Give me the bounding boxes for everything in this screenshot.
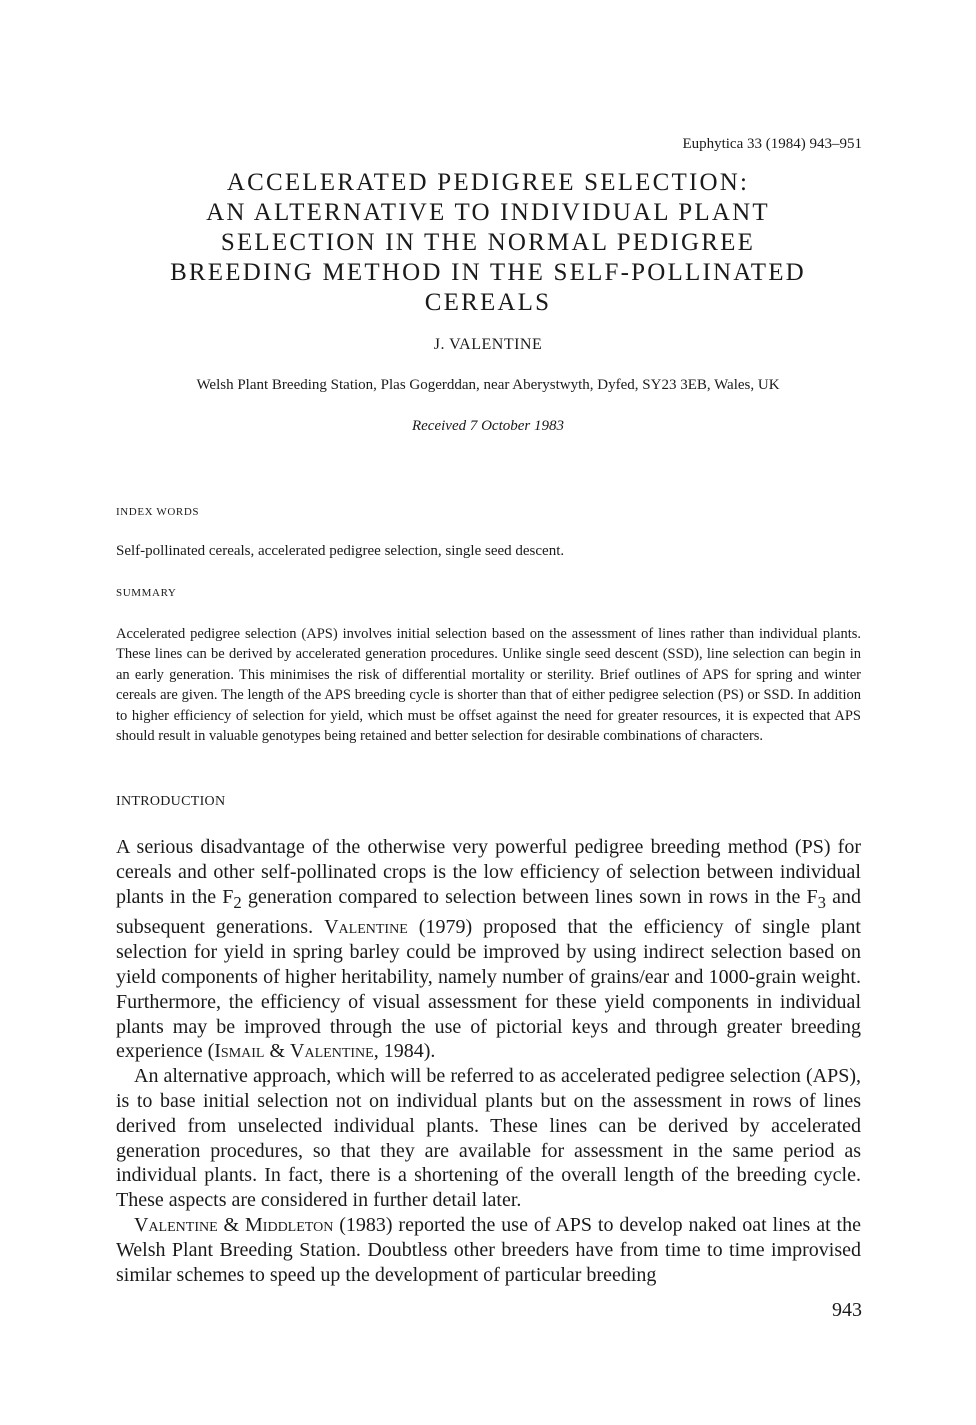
subscript: 3 [817, 892, 826, 912]
author-name: J. VALENTINE [433, 336, 543, 353]
title-line: SELECTION IN THE NORMAL PEDIGREE [220, 229, 756, 256]
introduction-paragraph-3: Valentine & Middleton (1983) reported the use of APS to develop naked oat lines at the Welsh Plant Breeding Station. Doubtless other breeders have from time to time improvised similar schemes to speed up the development of particular breeding [116, 1213, 861, 1286]
introduction-body [116, 835, 861, 1287]
received-date: Received 7 October 1983 [411, 418, 565, 434]
title-line: BREEDING METHOD IN THE SELF-POLLINATED [170, 259, 806, 286]
subscript: 2 [233, 892, 242, 912]
title-line: CEREALS [424, 289, 552, 316]
index-words-text: Self-pollinated cereals, accelerated pedigree selection, single seed descent. [116, 543, 565, 559]
citation-author: Valentine [324, 916, 408, 939]
page-number: 943 [832, 1299, 862, 1321]
citation-author: Valentine [290, 1040, 374, 1063]
summary-text: Accelerated pedigree selection (APS) involves initial selection based on the assessment of lines rather than individual plants. These lines can be derived by accelerated generation procedures. Unlike single seed descent (SSD), line selection can begin in an early generation. This minimises the risk of differential mortality or sterility. Brief outlines of APS for spring and winter cereals are given. The length of the APS breeding cycle is shorter than that of either pedigree selection (PS) or SSD. In addition to higher efficiency of selection for yield, which must be offset against the need for greater resources, it is expected that APS should result in valuable genotypes being retained and better selection for desirable combinations of characters. [116, 626, 861, 745]
article-title [100, 168, 876, 318]
title-line: AN ALTERNATIVE TO INDIVIDUAL PLANT [206, 199, 770, 226]
citation-author: Middleton [245, 1213, 334, 1236]
title-line: ACCELERATED PEDIGREE SELECTION: [226, 169, 750, 196]
citation-author: Valentine [134, 1213, 218, 1236]
index-words-heading: INDEX WORDS [116, 506, 200, 518]
introduction-heading: INTRODUCTION [116, 794, 226, 809]
summary-heading: SUMMARY [116, 587, 177, 599]
author-affiliation: Welsh Plant Breeding Station, Plas Gogerddan, near Aberystwyth, Dyfed, SY23 3EB, Wales, UK [196, 377, 780, 393]
introduction-paragraph-1: A serious disadvantage of the otherwise very powerful pedigree breeding method (PS) for cereals and other self-pollinated crops is the low efficiency of selection between individual plants in the $F_2$ generation compared to selection between lines sown in rows in the $F_3$ and subsequent generations. Valentine (1979) proposed that the efficiency of single plant selection for yield in spring barley could be improved by using indirect selection based on yield components of higher heritability, namely number of grains/ear and 1000-grain weight. Furthermore, the efficiency of visual assessment for these yield components in individual plants may be improved through the use of pictorial keys and through greater breeding experience (Ismail & Valentine, 1984). [116, 836, 861, 1063]
journal-reference: Euphytica 33 (1984) 943–951 [682, 136, 862, 152]
introduction-paragraph-2: An alternative approach, which will be referred to as accelerated pedigree selection (APS), is to base initial selection not on individual plants but on the assessment in rows of lines derived from unselected individual plants. These lines can be derived by accelerated generation procedures, so that they are available for assessment in the same period as individual plants. In fact, there is a shortening of the overall length of the breeding cycle. These aspects are considered in further detail later. [116, 1065, 861, 1212]
citation-author: Ismail [214, 1040, 265, 1063]
